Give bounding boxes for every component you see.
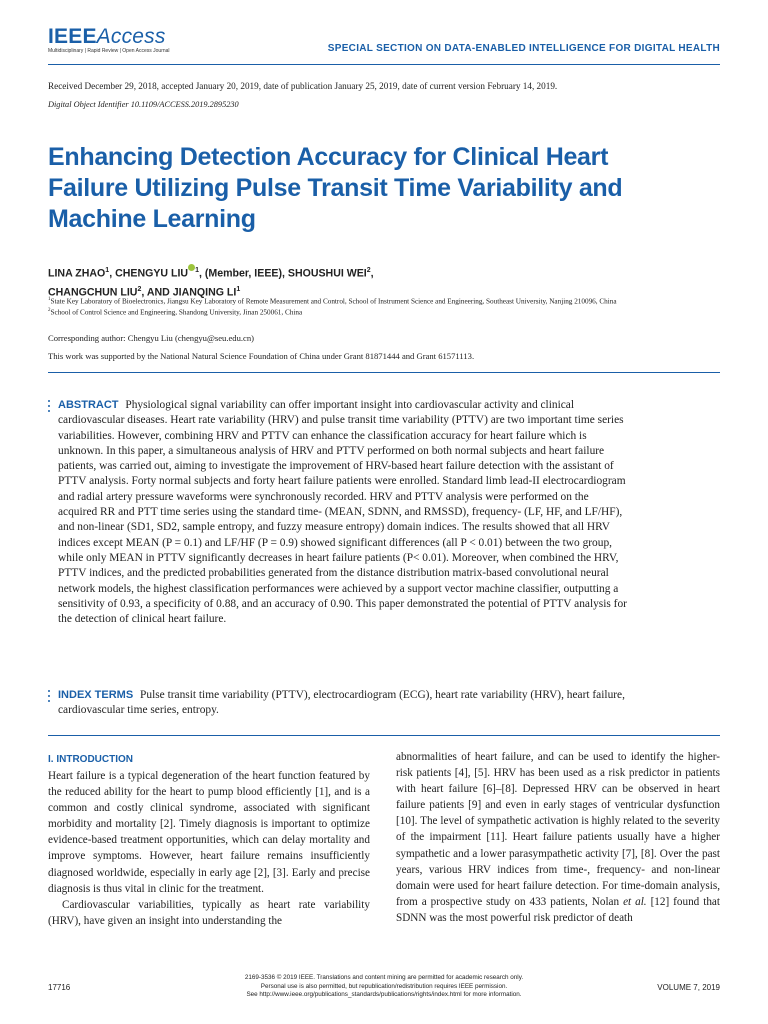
author-conjunction: , AND: [141, 286, 173, 299]
special-section-title: SPECIAL SECTION ON DATA-ENABLED INTELLIGENCE FOR DIGITAL HEALTH: [327, 43, 720, 54]
corresponding-author: Corresponding author: Chengyu Liu (chengyu@seu.edu.cn): [48, 333, 255, 343]
affiliation-1: $^1$State Key Laboratory of Bioelectronics, Jiangsu Key Laboratory of Remote Measurement and Control, School of Instrument Science and Engineering, Southeast University, Nanjing 210096, China: [48, 297, 617, 306]
paper-title: Enhancing Detection Accuracy for Clinical Heart Failure Utilizing Pulse Transit Time Variability and Machine Learning: [48, 143, 623, 233]
abstract-block: [58, 398, 628, 627]
intro-paragraph-1: Heart failure is a typical degeneration of the heart function featured by the reduced ability for the heart to pump blood efficiently [1], and is a common and costly clinical syndrome, associated with significant morbidity and mortality [2]. Timely diagnosis is important to optimize evidence-based treatment opportunities, which can delay mortality and improve symptoms. However, heart failure remains insufficiently diagnosed worldwide, especially in early age [2], [3]. Early and precise diagnosis is thus vital in clinic for the treatment.: [48, 770, 370, 895]
body-column-right: [396, 749, 720, 926]
body-divider: [48, 735, 720, 736]
abstract-text: Physiological signal variability can offer important insight into cardiovascular activity and clinical cardiovascular diseases. Heart rate variability (HRV) and pulse transit time variability (PTTV) are two important time series variabilities. However, combining HRV and PTTV can enhance the classification accuracy for heart failure which is unknown. In this paper, a simultaneous analysis of HRV and PTTV performed on both normal subjects and heart failure patients, was carried out, aiming to investigate the improvement of HRV-based heart failure detection with the assistant of PTTV analysis. Forty normal subjects and forty heart failure patients were enrolled. Standard limb lead-II electrocardiogram and radial artery pressure waveforms were synchronously recorded. HRV and PTTV analysis were performed on the acquired RR and PTT time series using the standard time- (MEAN, SDNN, and RMSSD), frequency- (LF, HF, and LF/HF), and non-linear (SD1, SD2, sample entropy, and fuzzy measure entropy) domain indices. The results showed that all HRV indices except MEAN (P = 0.1) and LF/HF (P = 0.9) showed significant differences (all P < 0.01) between the two group, while only MEAN in PTTV significantly decreases in heart failure patients (P< 0.01). Moreover, when combined the HRV, PTTV indices, and the predicted probabilities generated from the distance distribution matrix-based convolutional neural network models, the highest classification performances were achieved by a support vector machine classifier, outputting a sensitivity of 0.93, a specificity of 0.88, and an accuracy of 0.90. This paper demonstrated the potential of PTTV analysis for the detection of clinical heart failure.: [58, 399, 627, 626]
logo-access-text: Access: [96, 25, 166, 48]
index-terms-block: [58, 688, 628, 719]
affiliation-2: $^2$School of Control Science and Engineering, Shandong University, Jinan 250061, China: [48, 308, 303, 317]
body-column-left: [48, 768, 370, 929]
doi-line: Digital Object Identifier 10.1109/ACCESS.2019.2895230: [48, 100, 239, 109]
intro-paragraph-2: Cardiovascular variabilities, typically as heart rate variability (HRV), have given an insight into understanding the: [48, 898, 370, 927]
abstract-marker-icon: [48, 400, 50, 415]
author-name: CHENGYU LIU: [115, 267, 189, 280]
index-terms-marker-icon: [48, 690, 50, 705]
publication-dates: Received December 29, 2018, accepted January 20, 2019, date of publication January 25, 2019, date of current version February 14, 2019.: [48, 81, 558, 91]
funding-statement: This work was supported by the National Natural Science Foundation of China under Grant 81871444 and Grant 61571113.: [48, 351, 475, 361]
author-affil-sup: 1: [105, 267, 110, 274]
author-name: JIANQING LI: [172, 286, 237, 299]
author-affil-sup: 1: [236, 285, 241, 293]
author-name: CHANGCHUN LIU: [48, 286, 138, 299]
page-number: 17716: [48, 983, 71, 992]
logo-ieee-text: IEEE: [48, 25, 97, 48]
rights-link[interactable]: See http://www.ieee.org/publications_standards/publications/rights/index.html for more information.: [246, 991, 522, 999]
copyright-notice: 2169-3536 © 2019 IEEE. Translations and content mining are permitted for academic research only. Personal use is also permitted, but republication/redistribution requires IEEE permission. See http://www.ieee.org/publications_standards/publications/rights/index.html for more information.: [170, 974, 598, 1000]
author-membership: , (Member, IEEE),: [198, 267, 288, 280]
affiliations: [48, 295, 648, 318]
journal-logo: [48, 26, 166, 48]
index-terms-label: INDEX TERMS: [58, 689, 134, 701]
abstract-label: ABSTRACT: [58, 399, 119, 411]
author-affil-sup: 2: [137, 285, 142, 293]
author-list: LINA ZHAO$^1$, CHENGYU LIU $^1$, (Member, IEEE), SHOUSHUI WEI$^2$, CHANGCHUN LIU$^2$, AND JIANQING $LI^1$: [48, 263, 720, 300]
author-name: SHOUSHUI WEI: [287, 267, 367, 280]
volume-label: VOLUME 7, 2019: [657, 983, 720, 992]
header-divider: [48, 64, 720, 65]
orcid-icon[interactable]: [188, 264, 195, 271]
section-heading-introduction: I. INTRODUCTION: [48, 754, 133, 765]
logo-tagline: Multidisciplinary | Rapid Review | Open Access Journal: [48, 48, 170, 54]
author-name: LINA ZHAO: [48, 267, 106, 280]
author-affil-sup: 1: [195, 267, 199, 274]
index-terms-text: Pulse transit time variability (PTTV), electrocardiogram (ECG), heart rate variability (HRV), heart failure, cardiovascular time series, entropy.: [58, 689, 625, 717]
frontmatter-divider: [48, 372, 720, 373]
intro-paragraph-continued: abnormalities of heart failure, and can be used to identify the higher-risk patients [4], [5]. HRV has been used as a risk predictor in patients with heart failure [6]–[8]. Depressed HRV can be observed in heart failure patients [9] and even in early stages of ventricular dysfunction [10]. The level of sympathetic activation is highly related to the severity of the impairment [11]. Heart failure patients usually have a higher sympathetic and a lower parasympathetic activity [7], [8]. Over the past years, various HRV indices from time-, frequency- and non-linear domain were used for heart failure detection. For time-domain analysis, from a prospective study on 433 patients, Nolan et al. [12] found that SDNN was the most powerful risk predictor of death: [396, 751, 720, 924]
author-affil-sup: 2: [366, 267, 371, 274]
